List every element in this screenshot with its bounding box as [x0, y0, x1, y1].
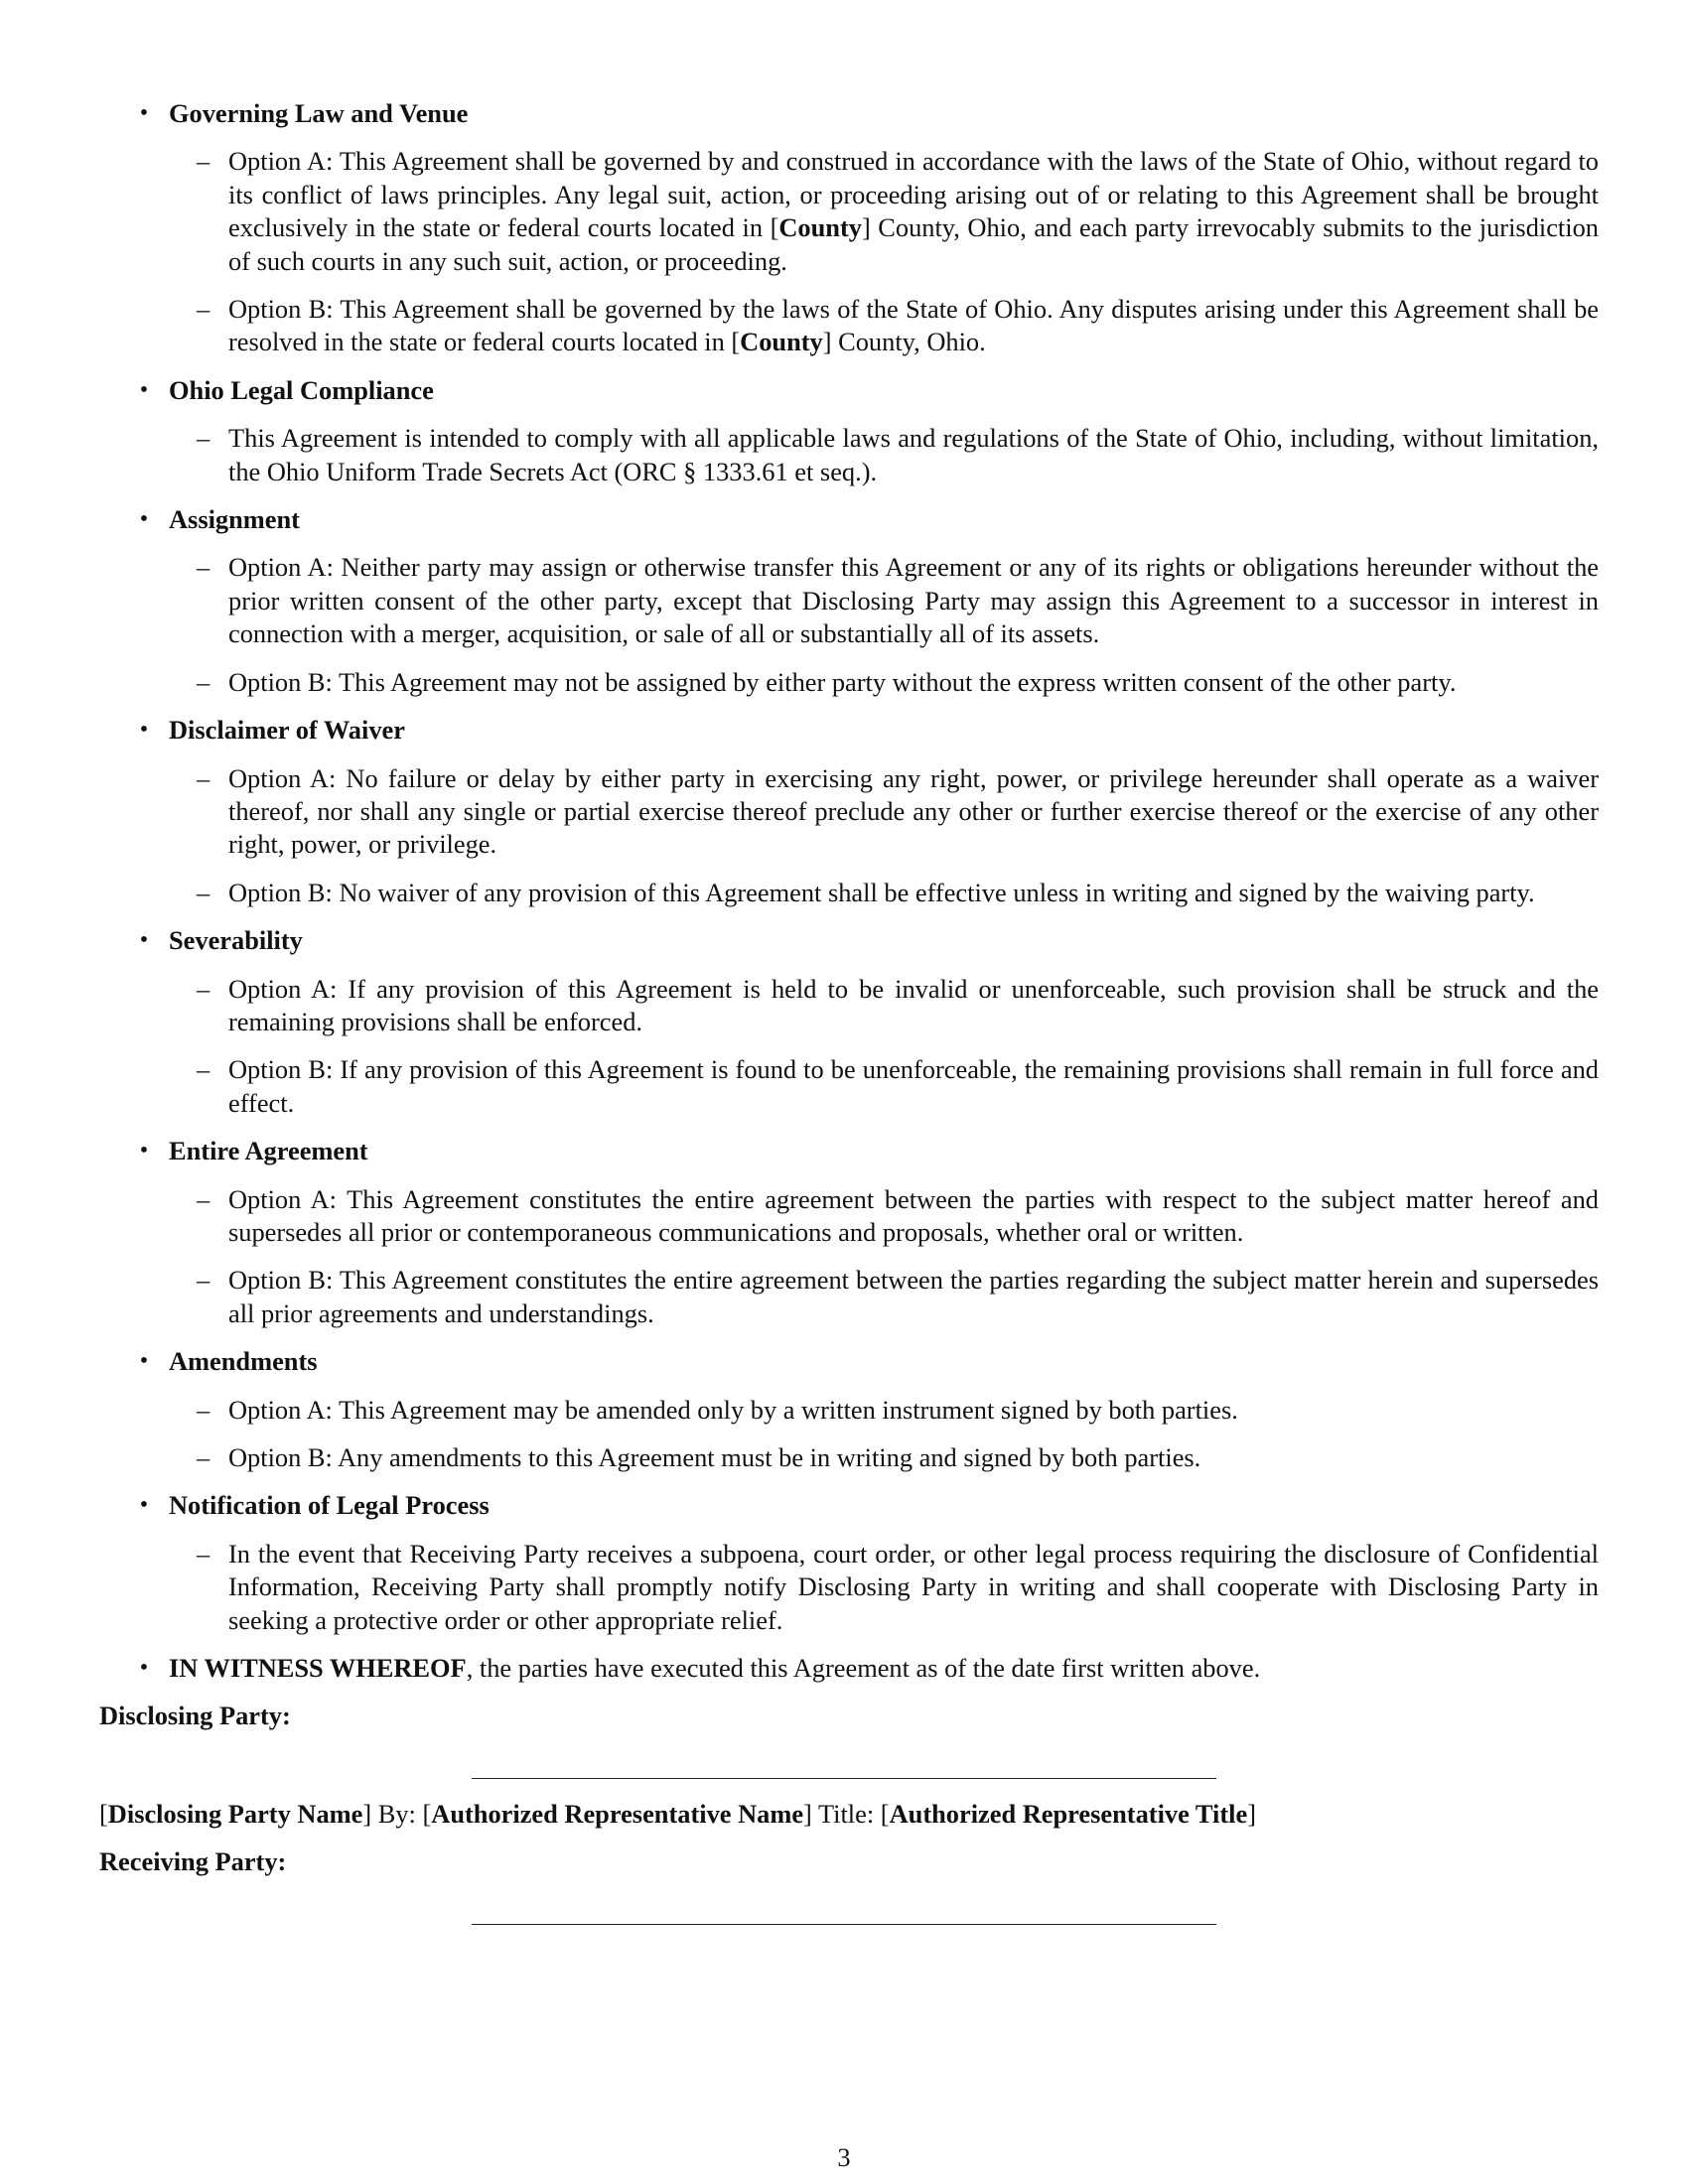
option-item [169, 762, 1599, 862]
option-text: Option A: This Agreement may be amended only by a written instrument signed by both parties. [228, 1394, 1238, 1425]
option-text: Option A: This Agreement constitutes the entire agreement between the parties with respect to the subject matter hereof and supersedes all prior or contemporaneous communications and proposals, whether oral or written. [228, 1183, 1599, 1247]
option-item [169, 1264, 1599, 1330]
signature-names: [Disclosing Party Name] By: [Authorized Representative Name] Title: [Authorized Representative Title] [99, 1798, 1257, 1829]
option-text: Option A: This Agreement shall be governed by and construed in accordance with the laws of the State of Ohio, without regard to its conflict of laws principles. Any legal suit, action, or proceeding arising out of or relating to this Agreement shall be brought exclusively in the state or federal courts located in [ [228, 146, 1599, 243]
document-page [99, 97, 1599, 1925]
option-list [169, 973, 1599, 1121]
option-list [169, 145, 1599, 358]
bullet-icon: • [139, 376, 149, 403]
section-title: Ohio Legal Compliance [169, 374, 434, 405]
by-label: By: [377, 1798, 416, 1829]
section-item [99, 374, 1599, 488]
section-item [99, 1489, 1599, 1637]
option-text: Option A: No failure or delay by either party in exercising any right, power, or privilege hereunder shall operate as a waiver thereof, nor shall any single or partial exercise thereof preclude any other or further exercise thereof or the exercise of any other right, power, or privilege. [228, 762, 1599, 860]
option-text: Option B: This Agreement shall be governed by the laws of the State of Ohio. Any disputes arising under this Agreement shall be resolved in the state or federal courts located in [ [228, 294, 1599, 357]
bullet-icon: • [139, 1492, 149, 1519]
option-item [169, 1538, 1599, 1637]
option-list [169, 762, 1599, 910]
dash-icon: – [197, 1538, 211, 1569]
witness-clause [99, 1652, 1589, 1685]
county-placeholder: County [740, 327, 823, 357]
option-text: Option A: If any provision of this Agreement is held to be invalid or unenforceable, such provision shall be struck and the remaining provisions shall be enforced. [228, 973, 1599, 1036]
dash-icon: – [197, 1394, 211, 1425]
dash-icon: – [197, 552, 211, 583]
representative-name: Authorized Representative Name [431, 1798, 804, 1829]
dash-icon: – [197, 877, 211, 907]
bullet-icon: • [139, 506, 149, 533]
disclosing-party-label: Disclosing Party: [99, 1701, 291, 1731]
section-title: Assignment [169, 504, 300, 535]
option-item [169, 1441, 1599, 1474]
dash-icon: – [197, 1183, 211, 1214]
option-text: Option B: This Agreement constitutes the entire agreement between the parties regarding the subject matter herein and supersedes all prior agreements and understandings. [228, 1265, 1599, 1328]
option-list [169, 551, 1599, 699]
section-list [99, 97, 1599, 1637]
bullet-icon: • [139, 100, 149, 126]
receiving-signature-line [472, 1924, 1216, 1925]
option-item [169, 422, 1599, 488]
dash-icon: – [197, 762, 211, 793]
section-title: Severability [169, 925, 303, 956]
bullet-icon: • [139, 927, 149, 954]
county-placeholder: County [778, 212, 862, 243]
section-title: Entire Agreement [169, 1136, 368, 1166]
representative-title: Authorized Representative Title [889, 1798, 1248, 1829]
section-item [99, 97, 1599, 359]
witness-text: , the parties have executed this Agreement as of the date first written above. [466, 1653, 1261, 1684]
section-title: Governing Law and Venue [169, 98, 469, 128]
option-list [169, 1538, 1599, 1637]
option-text: Option B: If any provision of this Agreement is found to be unenforceable, the remaining provisions shall remain in full force and effect. [228, 1054, 1599, 1118]
dash-icon: – [197, 1265, 211, 1296]
option-item [169, 973, 1599, 1039]
option-item [169, 877, 1599, 909]
disclosing-signature-line [472, 1778, 1216, 1779]
option-item [169, 666, 1599, 699]
option-list [169, 1183, 1599, 1331]
option-item [169, 145, 1599, 278]
dash-icon: – [197, 146, 211, 177]
option-list [169, 1394, 1589, 1475]
option-item [169, 1053, 1599, 1120]
section-item [99, 1135, 1599, 1330]
section-title: Notification of Legal Process [169, 1490, 490, 1521]
title-label: Title: [817, 1798, 875, 1829]
option-text: Option A: Neither party may assign or otherwise transfer this Agreement or any of its rights or obligations hereunder without the prior written consent of the other party, except that Disclosing Party may assign this Agreement to a successor in interest in connection with a merger, acquisition, or sale of all or substantially all of its assets. [228, 552, 1599, 649]
section-item [99, 1345, 1589, 1474]
section-item [99, 924, 1599, 1120]
dash-icon: – [197, 294, 211, 325]
bullet-icon: • [139, 1138, 149, 1164]
section-item [99, 714, 1599, 909]
option-text: Option B: This Agreement may not be assigned by either party without the express written consent of the other party. [228, 666, 1457, 697]
dash-icon: – [197, 1442, 211, 1472]
dash-icon: – [197, 973, 211, 1004]
dash-icon: – [197, 423, 211, 454]
section-title: Amendments [169, 1346, 318, 1377]
section-title: Disclaimer of Waiver [169, 715, 405, 746]
option-item [169, 1183, 1599, 1250]
dash-icon: – [197, 1054, 211, 1085]
option-text: ] County, Ohio. [822, 327, 986, 357]
option-text: In the event that Receiving Party receives a subpoena, court order, or other legal process requiring the disclosure of Confidential Information, Receiving Party shall promptly notify Disclosing Party in writing and shall cooperate with Disclosing Party in seeking a protective order or other appropriate relief. [228, 1538, 1599, 1635]
bullet-icon: • [139, 1655, 149, 1682]
receiving-party-label: Receiving Party: [99, 1846, 287, 1877]
bullet-icon: • [139, 1348, 149, 1375]
option-text: Option B: Any amendments to this Agreement must be in writing and signed by both parties. [228, 1442, 1201, 1472]
bullet-icon: • [139, 717, 149, 744]
option-item [169, 551, 1599, 650]
page-number: 3 [837, 2142, 851, 2172]
option-item [169, 1394, 1599, 1427]
option-list [169, 422, 1599, 488]
dash-icon: – [197, 666, 211, 697]
option-text: Option B: No waiver of any provision of this Agreement shall be effective unless in writing and signed by the waiving party. [228, 877, 1535, 907]
section-item [99, 503, 1599, 699]
disclosing-party-name: Disclosing Party Name [107, 1798, 363, 1829]
option-text: ] County, Ohio, and each party irrevocably submits to the jurisdiction of such courts in any such suit, action, or proceeding. [228, 212, 1599, 276]
option-item [169, 293, 1599, 359]
witness-bold: IN WITNESS WHEREOF [169, 1653, 467, 1684]
option-text: This Agreement is intended to comply with all applicable laws and regulations of the State of Ohio, including, without limitation, the Ohio Uniform Trade Secrets Act (ORC § 1333.61 et seq.). [228, 423, 1599, 486]
